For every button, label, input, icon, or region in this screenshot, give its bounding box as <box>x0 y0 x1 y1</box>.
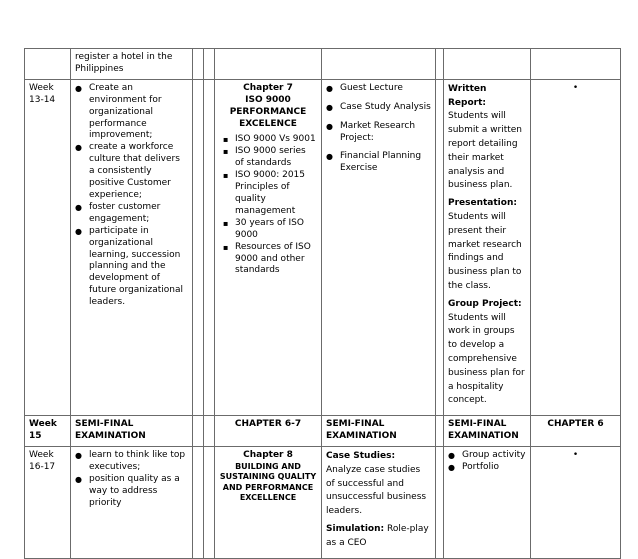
activities-cell: SEMI-FINAL EXAMINATION <box>322 416 436 447</box>
assessment-text: Students will submit a written report detailing their market analysis and business plan. <box>448 111 522 191</box>
list-item: ▪ ISO 9000 Vs 9001 <box>235 134 317 146</box>
list-item: ▪ Resources of ISO 9000 and other standards <box>235 242 317 278</box>
chapter-subtitle: ISO 9000 <box>245 94 291 105</box>
assessment-text: Students will work in groups to develop a comprehensive business plan for a hospitality concept. <box>448 312 525 406</box>
week-cell: Week 16-17 <box>25 446 71 558</box>
table-row <box>25 79 621 415</box>
topics-cell: register a hotel in the Philippines <box>71 49 193 80</box>
bullet-mark: • <box>572 449 579 460</box>
chapter-subtitle: BUILDING AND SUSTAINING QUALITY AND PERFORMANCE EXCELLENCE <box>219 461 317 503</box>
assessment-cell <box>444 446 531 558</box>
assessment-cell <box>444 49 531 80</box>
list-item: ● foster customer engagement; <box>89 202 188 226</box>
assessment-block <box>448 83 526 193</box>
list-item: ● participate in organizational learning, succession planning and the development of future organizational leaders. <box>89 226 188 309</box>
activity-text: Role-play as a CEO <box>326 523 429 548</box>
topics-list <box>75 83 188 309</box>
activity-block <box>326 450 431 519</box>
activities-cell <box>322 79 436 415</box>
assessment-label: Presentation: <box>448 198 517 209</box>
list-item: ● Guest Lecture <box>340 83 431 95</box>
extra-cell <box>531 79 621 415</box>
assessment-cell <box>444 79 531 415</box>
bullet-mark: • <box>572 82 579 93</box>
list-item: ▪ ISO 9000: 2015 Principles of quality management <box>235 170 317 218</box>
chapter-cell <box>215 79 322 415</box>
week-cell: Week 13-14 <box>25 79 71 415</box>
chapter-title: Chapter 8 <box>243 449 293 460</box>
syllabus-table <box>24 48 621 559</box>
list-item: ● learn to think like top executives; <box>89 450 188 474</box>
chapter-cell <box>215 446 322 558</box>
list-item: ● Create an environment for organizational performance improvement; <box>89 83 188 143</box>
extra-cell <box>531 446 621 558</box>
assessment-block <box>448 298 526 408</box>
week-cell: Week 15 <box>25 416 71 447</box>
list-item: ● create a workforce culture that delivers a consistently positive Customer experience; <box>89 142 188 202</box>
topics-list <box>75 450 188 510</box>
activity-label: Simulation: <box>326 523 385 534</box>
chapter-cell <box>215 49 322 80</box>
assessment-label: Group Project: <box>448 298 522 309</box>
week-cell <box>25 49 71 80</box>
topics-cell <box>71 79 193 415</box>
extra-cell: CHAPTER 6 <box>531 416 621 447</box>
assessment-list <box>448 450 526 474</box>
table-row <box>25 49 621 80</box>
list-item: ● Group activity <box>462 450 526 462</box>
activities-cell <box>322 446 436 558</box>
activities-cell <box>322 49 436 80</box>
chapter-title: Chapter 7 <box>243 82 293 93</box>
chapter-cell: CHAPTER 6-7 <box>215 416 322 447</box>
list-item: ▪ ISO 9000 series of standards <box>235 146 317 170</box>
list-item: ▪ 30 years of ISO 9000 <box>235 218 317 242</box>
table-row <box>25 416 621 447</box>
topics-cell <box>71 446 193 558</box>
list-item: ● Portfolio <box>462 462 526 474</box>
list-item: ● position quality as a way to address priority <box>89 474 188 510</box>
chapter-subtitle-2: PERFORMANCE EXCELENCE <box>229 106 307 129</box>
activity-label: Case Studies: <box>326 450 396 461</box>
topics-cell: SEMI-FINAL EXAMINATION <box>71 416 193 447</box>
extra-cell <box>531 49 621 80</box>
table-row <box>25 446 621 558</box>
list-item: ● Case Study Analysis <box>340 102 431 114</box>
activities-list <box>326 83 431 175</box>
list-item: ● Financial Planning Exercise <box>340 151 431 175</box>
assessment-label: Written Report: <box>448 83 487 108</box>
assessment-block <box>448 197 526 294</box>
assessment-text: Students will present their market research findings and business plan to the class. <box>448 211 522 291</box>
assessment-cell: SEMI-FINAL EXAMINATION <box>444 416 531 447</box>
list-item: ● Market Research Project: <box>340 121 431 145</box>
chapter-items <box>219 134 317 277</box>
activity-block <box>326 523 431 551</box>
activity-text: Analyze case studies of successful and unsuccessful business leaders. <box>326 464 427 517</box>
